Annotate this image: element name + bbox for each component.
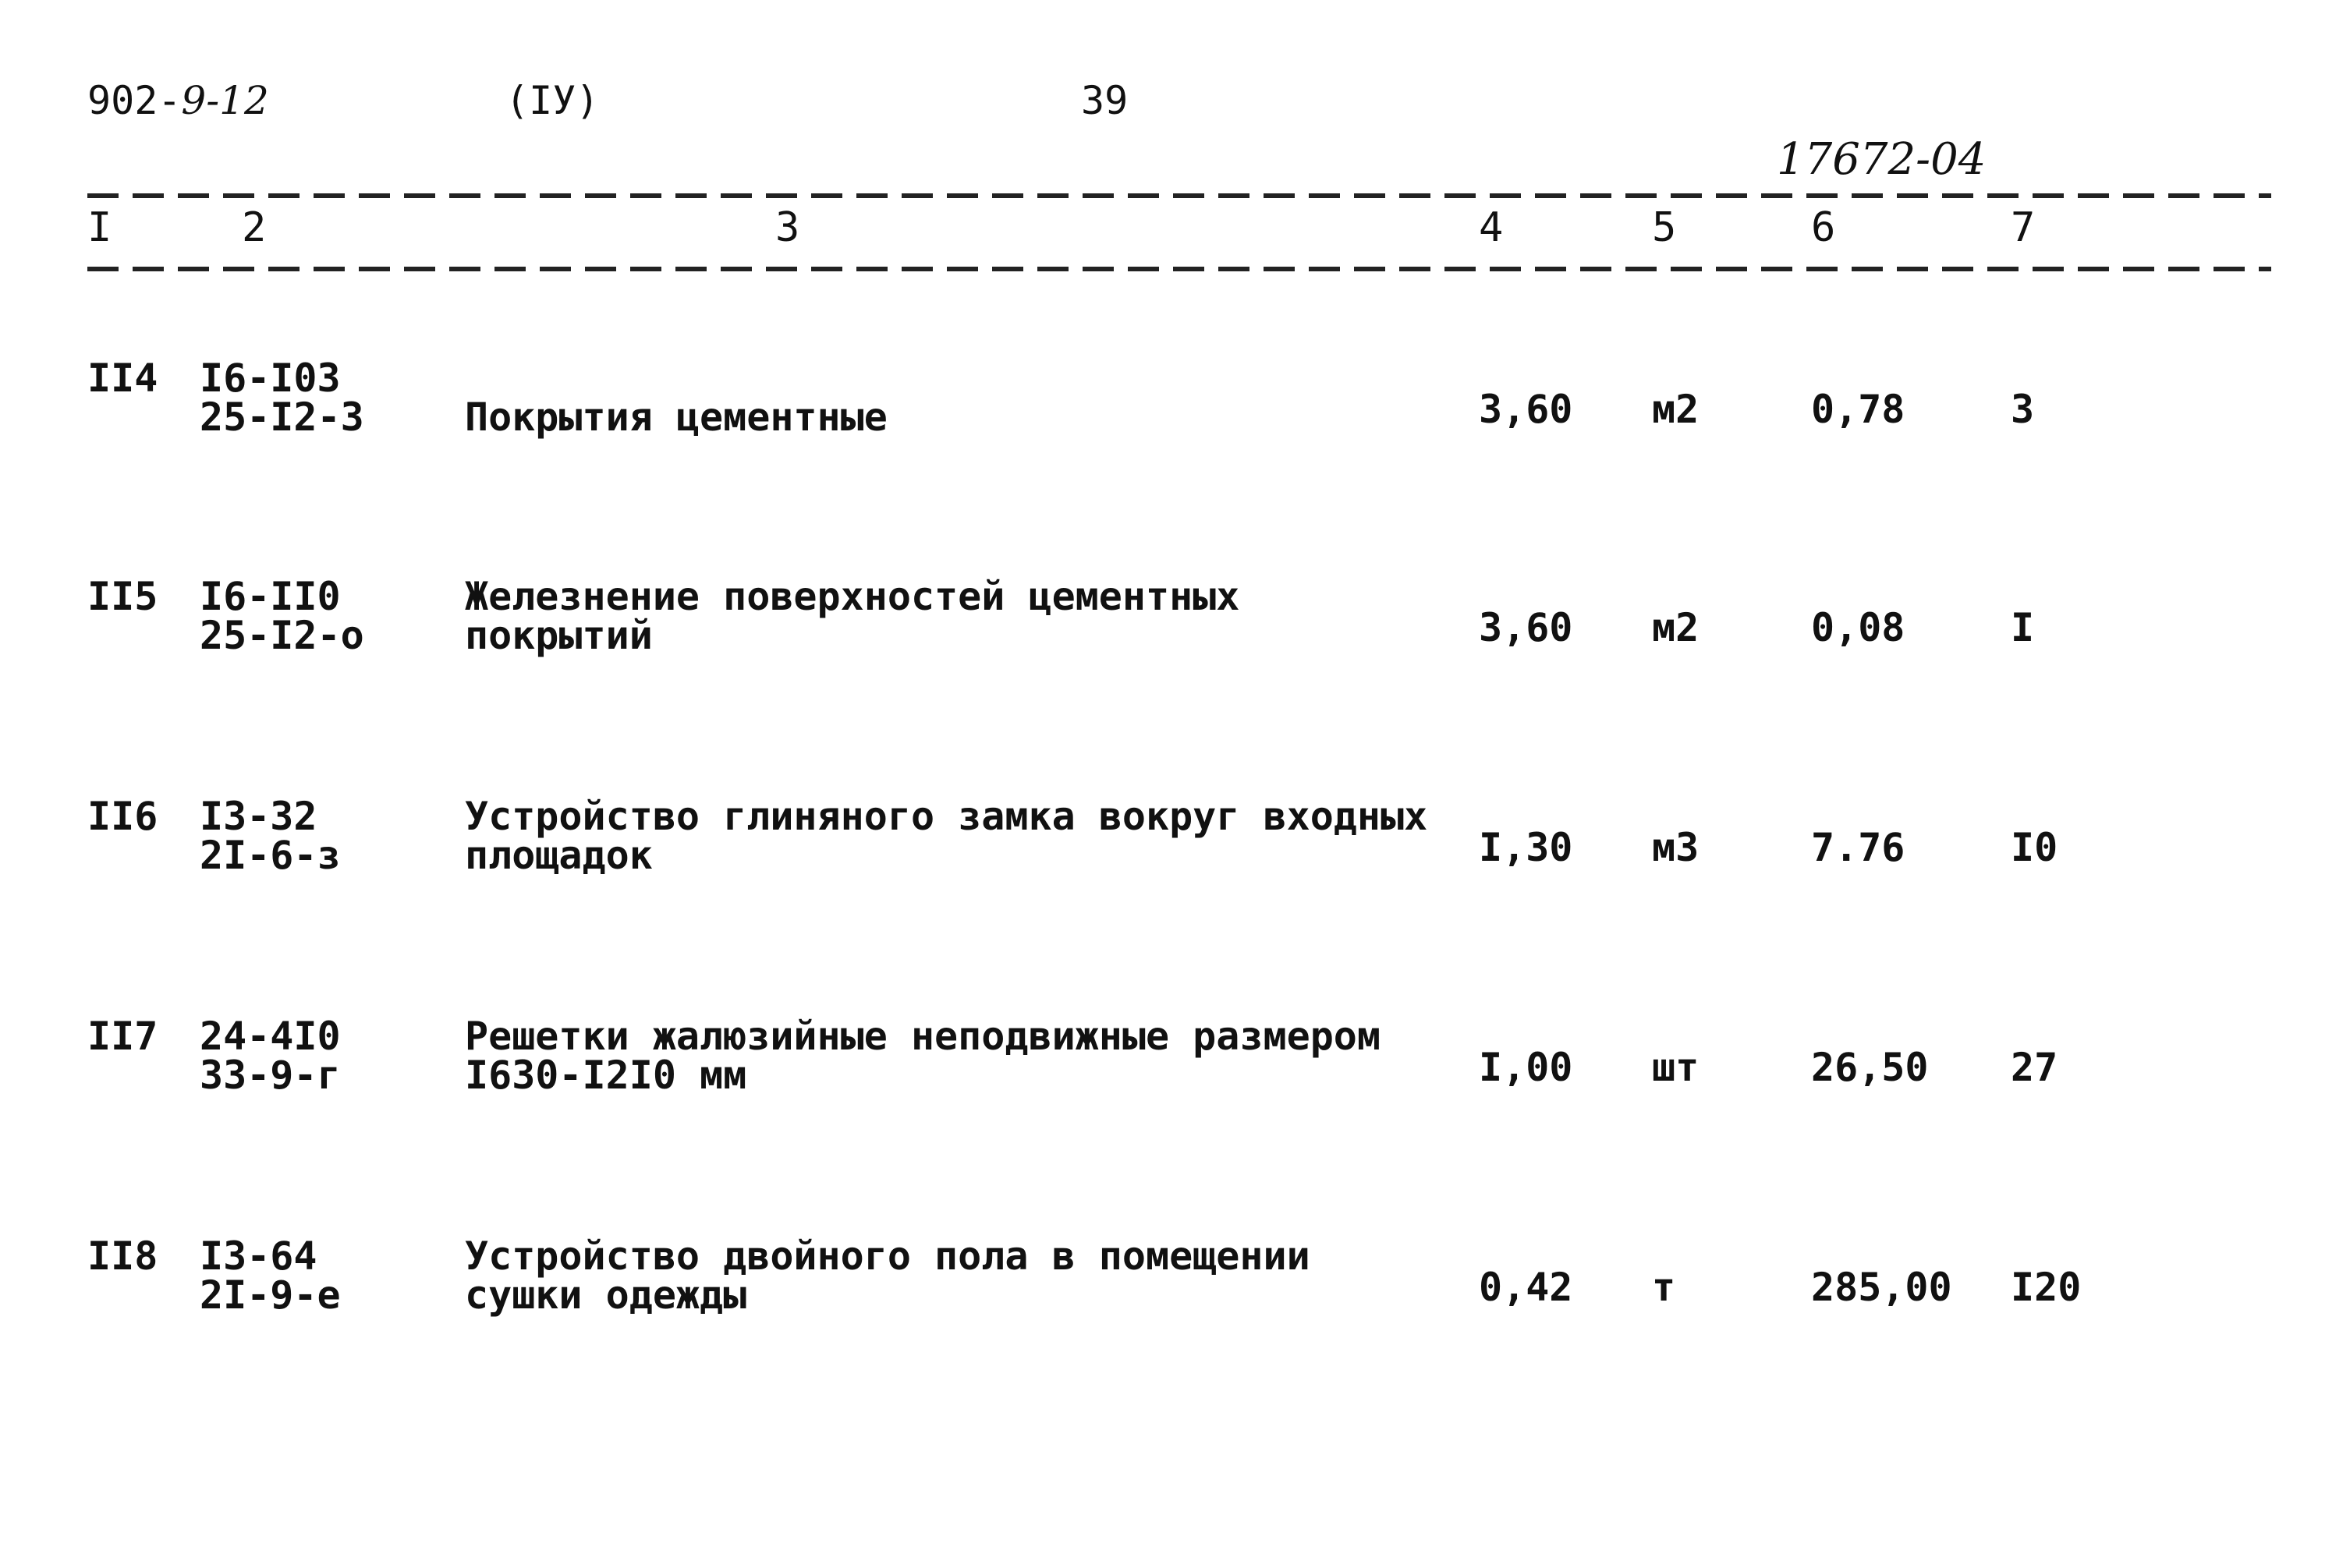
volume-label: (IУ): [505, 78, 600, 123]
row-description: [465, 794, 1428, 878]
row-code-primary: I6-II0: [200, 574, 341, 619]
column-header-6: 6: [1811, 204, 1836, 251]
row-code-secondary: 2I-6-з: [200, 833, 341, 878]
page-number: 39: [1081, 78, 1129, 123]
row-price: 26,50: [1811, 1045, 1929, 1090]
row-total: 27: [2011, 1045, 2058, 1090]
row-code-secondary: 2I-9-е: [200, 1272, 341, 1318]
document-code-prefix: 902-: [87, 78, 182, 123]
column-header-7: 7: [2011, 204, 2036, 251]
row-unit: т: [1652, 1265, 1676, 1310]
row-codes: [200, 1234, 341, 1318]
row-code-secondary: 33-9-г: [200, 1053, 341, 1098]
row-number: II6: [87, 794, 158, 839]
row-description-line: площадок: [465, 833, 653, 878]
column-header-2: 2: [242, 204, 267, 251]
row-description: [465, 574, 1240, 658]
row-number: II8: [87, 1234, 158, 1279]
row-unit: м2: [1652, 605, 1700, 650]
row-code-primary: I3-32: [200, 794, 317, 839]
row-quantity: 3,60: [1479, 605, 1573, 650]
row-description-line: Устройство двойного пола в помещении: [465, 1234, 1310, 1279]
row-price: 0,08: [1811, 605, 1905, 650]
row-unit: шт: [1652, 1045, 1700, 1090]
row-code-primary: I6-I03: [200, 356, 341, 401]
row-description-line: сушки одежды: [465, 1272, 747, 1318]
row-code-primary: I3-64: [200, 1234, 317, 1279]
row-description-line: Железнение поверхностей цементных: [465, 574, 1240, 619]
column-header-4: 4: [1479, 204, 1504, 251]
row-codes: [200, 1014, 341, 1098]
header-rule-bottom: [87, 267, 2271, 271]
document-code-handwritten: 9-12: [181, 78, 269, 123]
row-price: 7.76: [1811, 825, 1905, 870]
row-description-line: Покрытия цементные: [465, 395, 888, 440]
row-description: [465, 1014, 1381, 1098]
row-number: II7: [87, 1014, 158, 1059]
row-code-secondary: 25-I2-о: [200, 613, 364, 658]
row-quantity: 3,60: [1479, 387, 1573, 432]
row-description-line: покрытий: [465, 613, 653, 658]
row-quantity: I,30: [1479, 825, 1573, 870]
row-unit: м3: [1652, 825, 1700, 870]
header-rule-top: [87, 193, 2271, 198]
row-code-secondary: 25-I2-3: [200, 395, 364, 440]
row-total: I: [2011, 605, 2035, 650]
column-header-1: I: [87, 204, 112, 251]
row-description-line: Решетки жалюзийные неподвижные размером: [465, 1014, 1381, 1059]
document-code: [87, 78, 269, 123]
row-total: 3: [2011, 387, 2035, 432]
row-quantity: I,00: [1479, 1045, 1573, 1090]
row-description-line: Устройство глиняного замка вокруг входных: [465, 794, 1428, 839]
row-codes: [200, 794, 341, 878]
row-description-line: I630-I2I0 мм: [465, 1053, 747, 1098]
row-codes: [200, 356, 364, 440]
row-number: II4: [87, 356, 158, 401]
row-quantity: 0,42: [1479, 1265, 1573, 1310]
row-price: 285,00: [1811, 1265, 1952, 1310]
column-header-3: 3: [775, 204, 800, 251]
row-price: 0,78: [1811, 387, 1905, 432]
row-unit: м2: [1652, 387, 1700, 432]
row-description: [465, 1234, 1310, 1318]
column-header-5: 5: [1652, 204, 1677, 251]
row-code-primary: 24-4I0: [200, 1014, 341, 1059]
row-total: I20: [2011, 1265, 2082, 1310]
row-codes: [200, 574, 364, 658]
row-total: I0: [2011, 825, 2058, 870]
row-description: [465, 395, 888, 440]
registration-number: 17672-04: [1777, 134, 1987, 185]
row-number: II5: [87, 574, 158, 619]
